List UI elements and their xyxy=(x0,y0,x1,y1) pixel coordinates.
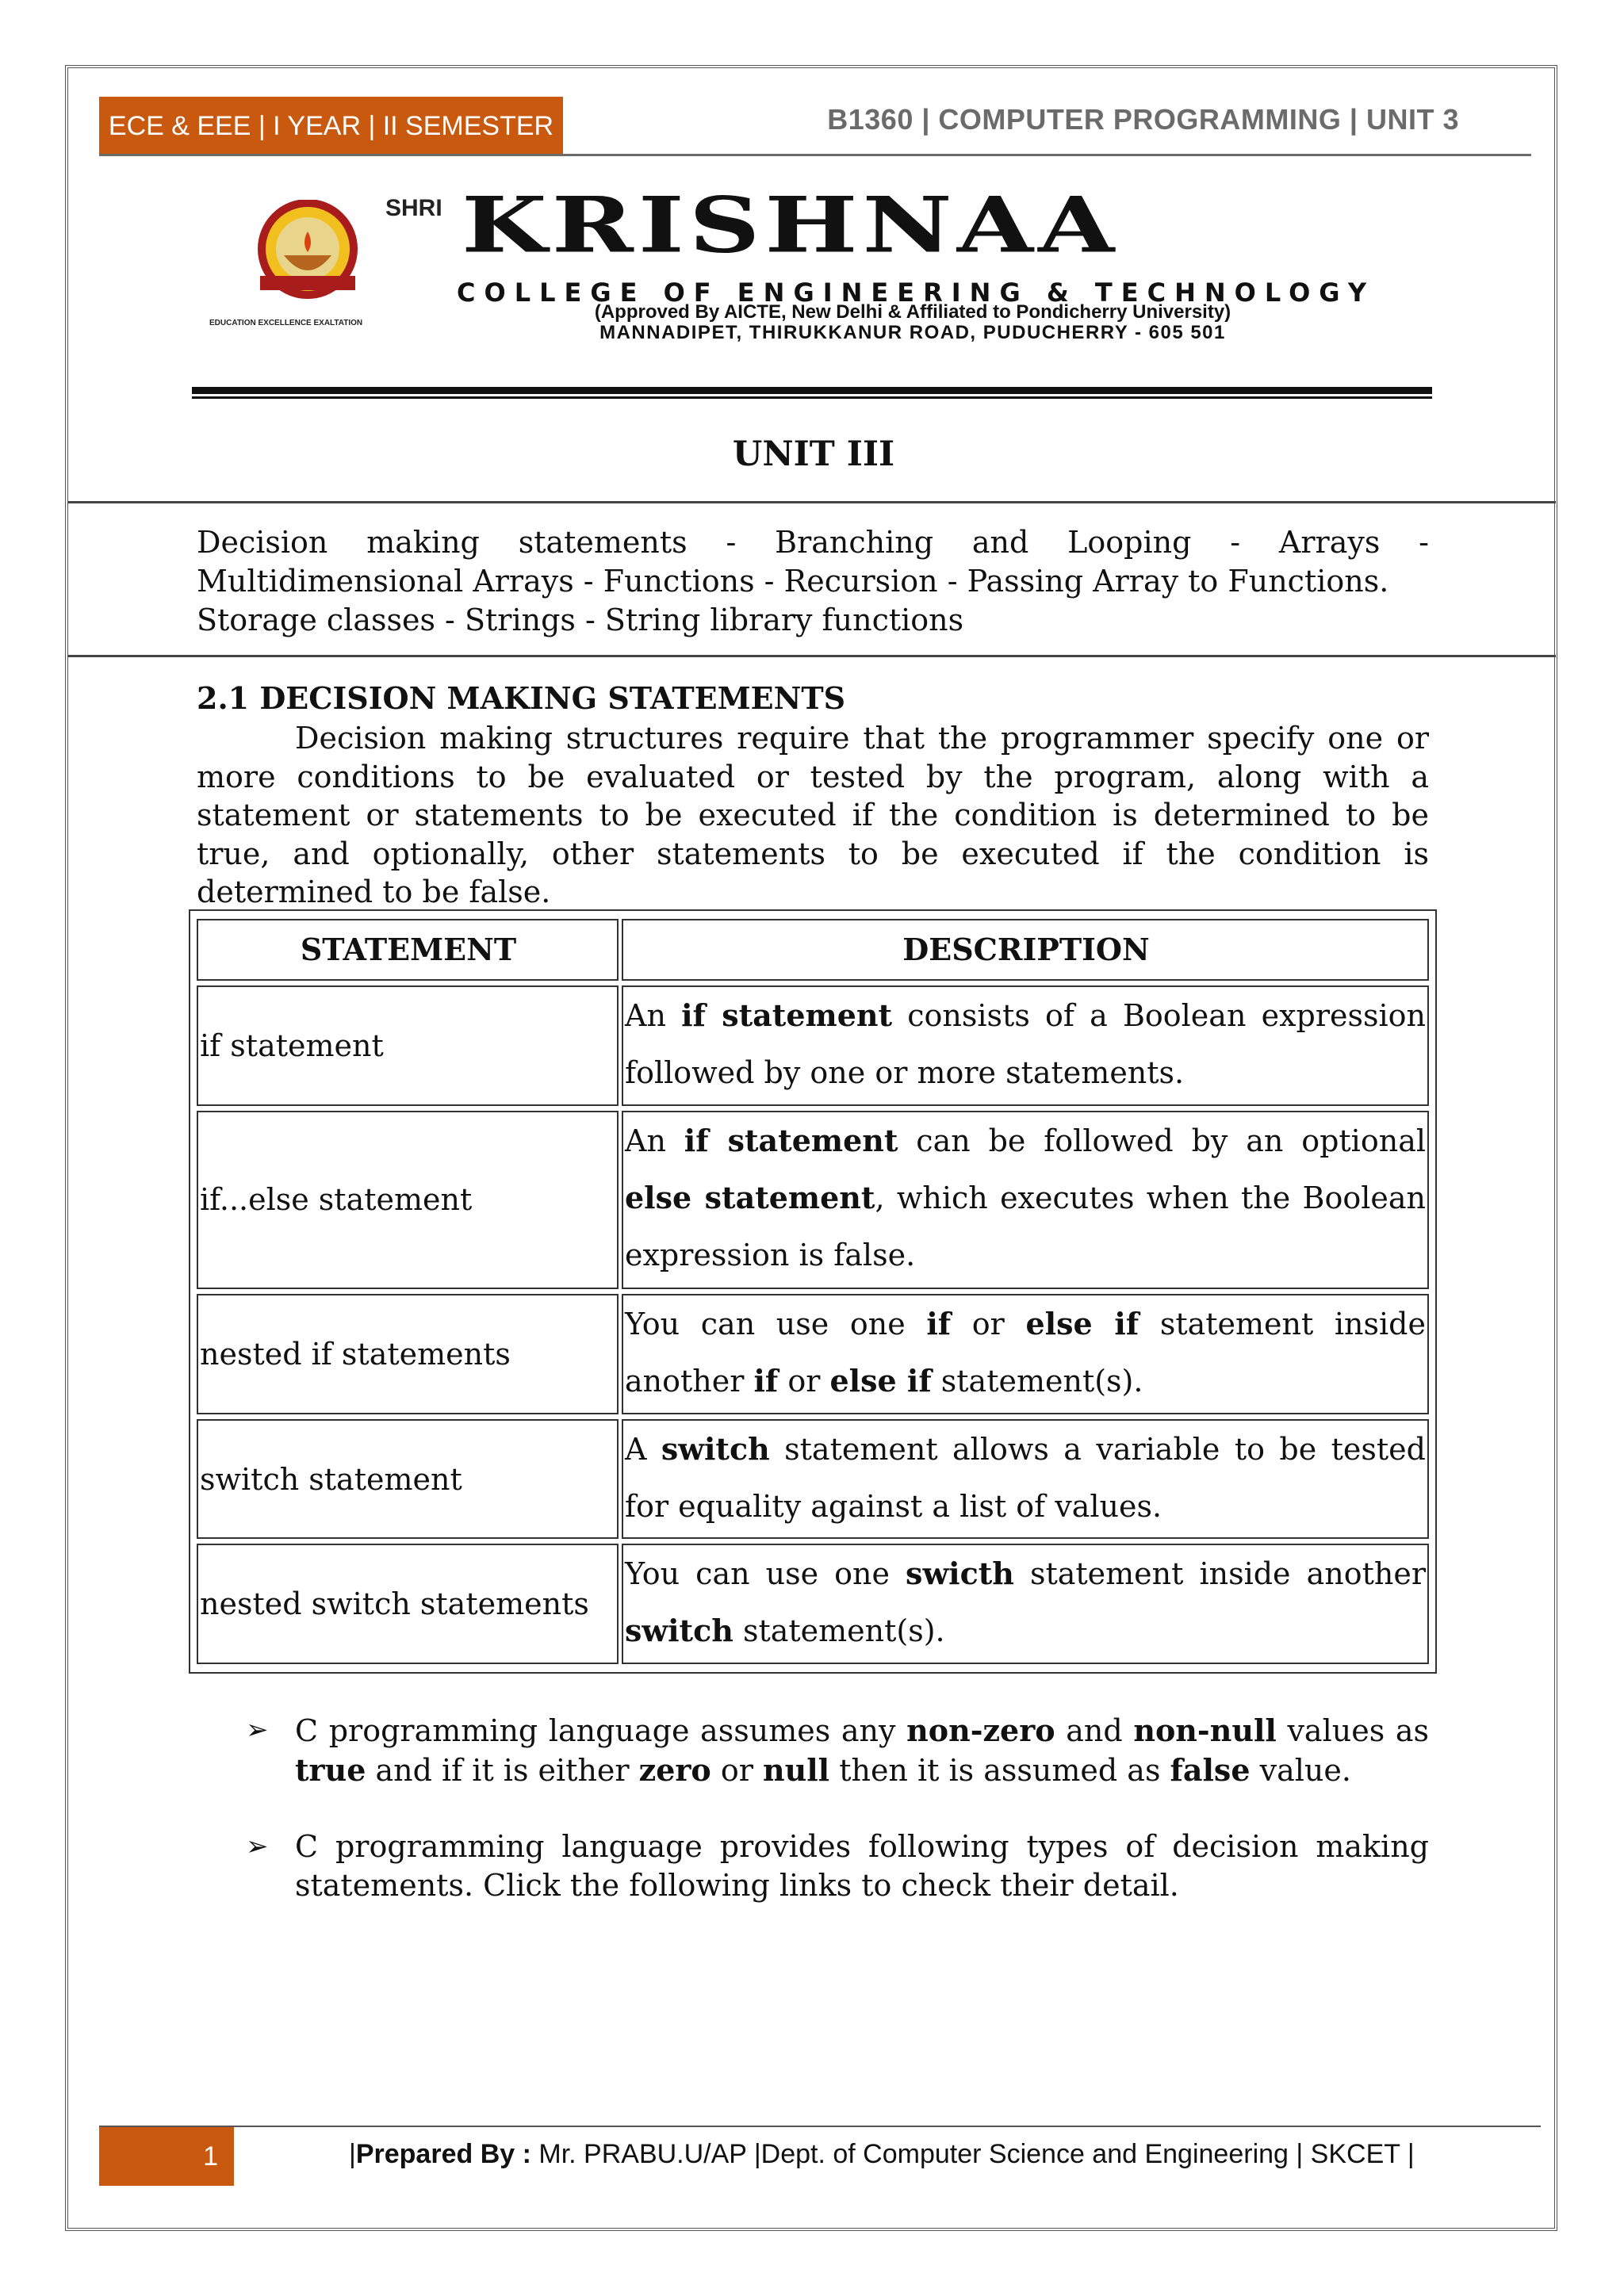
row-statement: switch statement xyxy=(197,1419,619,1540)
unit-title: UNIT III xyxy=(732,434,895,474)
arrow-bullet-icon: ➢ xyxy=(246,1714,269,1746)
header-description: DESCRIPTION xyxy=(622,919,1429,981)
syllabus-line-2: Storage classes - Strings - String library functions xyxy=(197,603,964,637)
brand-address: MANNADIPET, THIRUKKANUR ROAD, PUDUCHERRY - 605 501 xyxy=(599,322,1226,343)
brand-shri: SHRI xyxy=(385,195,442,221)
footer-divider xyxy=(99,2126,1541,2127)
row-description: You can use one if or else if statement inside another if or else if statement(s). xyxy=(622,1294,1429,1414)
syllabus-line-1: Decision making statements - Branching and Looping - Arrays - Multidimensional Arrays - Functions - Recursion - Passing Array to Functions. xyxy=(197,525,1429,599)
row-description: You can use one swicth statement inside another switch statement(s). xyxy=(622,1544,1429,1664)
brand-name: KRISHNAA xyxy=(462,180,1120,270)
bullet-list xyxy=(243,1711,1429,1942)
row-statement: nested if statements xyxy=(197,1294,619,1414)
logo-rule-thin xyxy=(192,396,1432,399)
header-divider xyxy=(99,154,1531,156)
arrow-bullet-icon: ➢ xyxy=(246,1831,269,1862)
table-row xyxy=(197,985,1429,1106)
list-item: ➢ C programming language provides following types of decision making statements. Click the following links to check their detail. xyxy=(246,1829,1429,1903)
row-description: An if statement can be followed by an optional else statement, which executes when the Boolean expression is false. xyxy=(622,1111,1429,1289)
table-row xyxy=(197,1419,1429,1540)
row-statement: if...else statement xyxy=(197,1111,619,1289)
table-row xyxy=(197,1544,1429,1664)
header-statement: STATEMENT xyxy=(197,919,619,981)
table-row xyxy=(197,1111,1429,1289)
row-description: An if statement consists of a Boolean expression followed by one or more statements. xyxy=(622,985,1429,1106)
header-badge: ECE & EEE | I YEAR | II SEMESTER xyxy=(99,97,563,155)
header-course-title: B1360 | COMPUTER PROGRAMMING | UNIT 3 xyxy=(827,103,1459,136)
row-statement: nested switch statements xyxy=(197,1544,619,1664)
section-intro: Decision making structures require that the programmer specify one or more conditions to be evaluated or tested by the program, along with a statement or statements to be executed if the condition is determined to be true, and optionally, other statements to be executed if the condition is determined to be false. xyxy=(197,721,1429,909)
table-header-row xyxy=(197,919,1429,981)
page-number: 1 xyxy=(99,2127,234,2186)
row-description: A switch statement allows a variable to be tested for equality against a list of values. xyxy=(622,1419,1429,1540)
brand-approval: (Approved By AICTE, New Delhi & Affiliated to Pondicherry University) xyxy=(594,301,1231,323)
divider-top xyxy=(68,501,1556,503)
brand-subtitle: COLLEGE OF ENGINEERING & TECHNOLOGY xyxy=(457,277,1376,308)
logo-rule-thick xyxy=(192,387,1432,394)
divider-bottom xyxy=(68,655,1556,657)
emblem-motto: EDUCATION EXCELLENCE EXALTATION xyxy=(209,319,363,327)
footer-credit: |Prepared By : Mr. PRABU.U/AP |Dept. of Computer Science and Engineering | SKCET | xyxy=(349,2139,1415,2169)
section-title: 2.1 DECISION MAKING STATEMENTS xyxy=(197,680,846,716)
syllabus xyxy=(197,523,1429,640)
statements-table xyxy=(189,909,1437,1674)
table-row xyxy=(197,1294,1429,1414)
list-item: ➢ C programming language assumes any non-zero and non-null values as true and if it is either zero or null then it is assumed as false value. xyxy=(246,1712,1429,1788)
row-statement: if statement xyxy=(197,985,619,1106)
